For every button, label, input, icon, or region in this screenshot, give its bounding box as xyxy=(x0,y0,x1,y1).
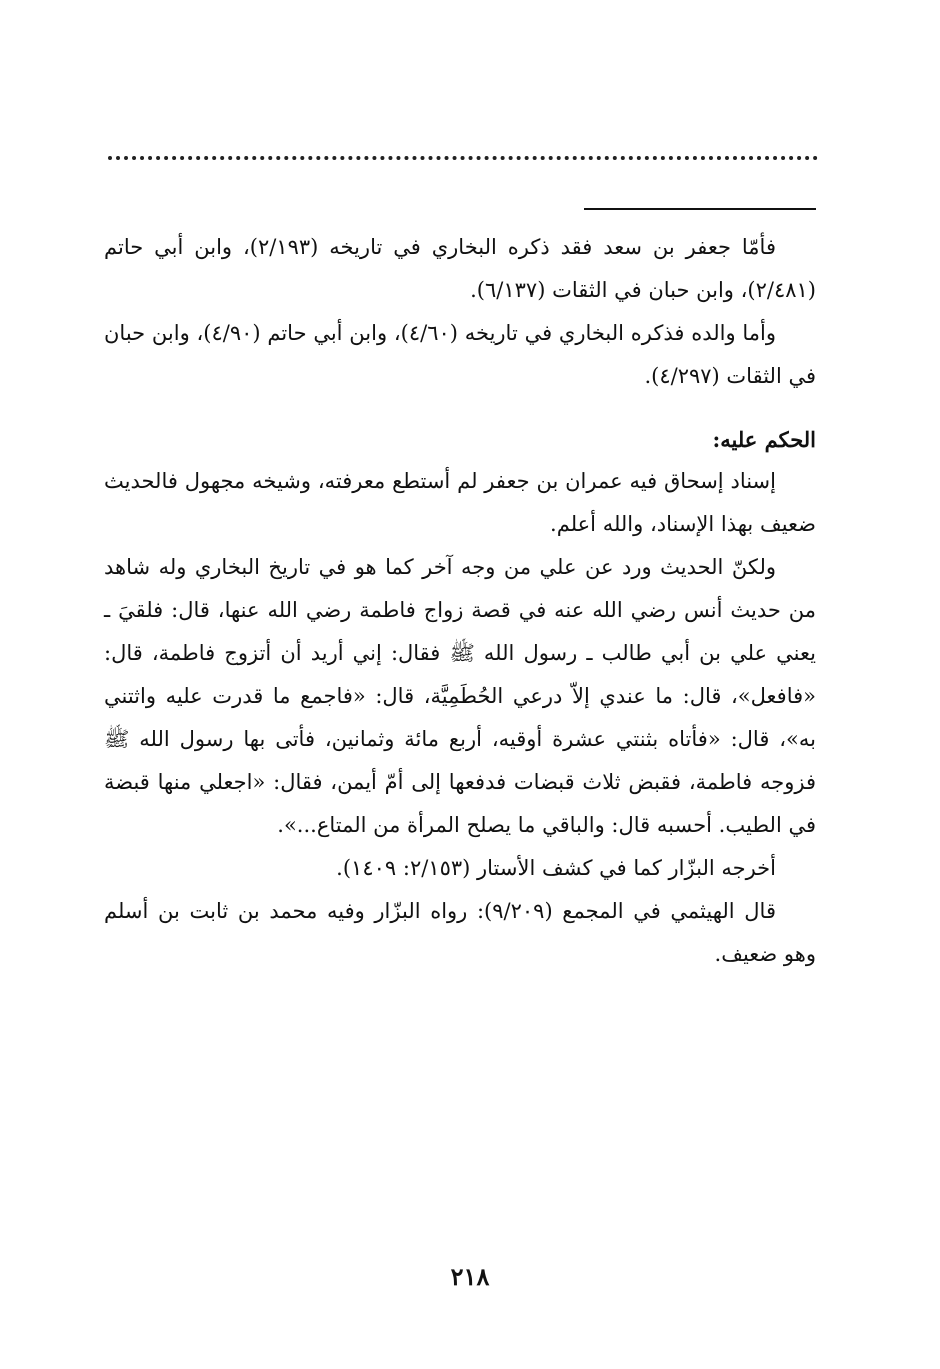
ruling-section xyxy=(104,460,816,976)
page-number: ٢١٨ xyxy=(450,1262,490,1291)
ruling-heading: الحكم عليه: xyxy=(712,427,816,452)
ruling-paragraph-1: إسناد إسحاق فيه عمران بن جعفر لم أستطع معرفته، وشيخه مجهول فالحديث ضعيف بهذا الإسناد، والله أعلم. xyxy=(104,469,816,536)
ruling-paragraph-2: ولكنّ الحديث ورد عن علي من وجه آخر كما هو في تاريخ البخاري وله شاهد من حديث أنس رضي الله عنه في قصة زواج فاطمة رضي الله عنها، قال: فلقيَ ـ يعني علي بن أبي طالب ـ رسول الله ﷺ فقال: إني أريد أن أتزوج فاطمة، قال: «فافعل»، قال: ما عندي إلاّ درعي الحُطَمِيَّة، قال: «فاجمع ما قدرت عليه واثتني به»، قال: «فأتاه بثنتي عشرة أوقيه، أربع مائة وثمانين، فأتى بها رسول الله ﷺ فزوجه فاطمة، فقبض ثلاث قبضات فدفعها إلى أمّ أيمن، فقال: «اجعلي منها قبضة في الطيب. أحسبه قال: والباقي ما يصلح المرأة من المتاع...». xyxy=(104,555,816,837)
dotted-separator xyxy=(108,156,818,160)
ruling-paragraph-3: أخرجه البزّار كما في كشف الأستار (٢/١٥٣: ١٤٠٩). xyxy=(336,856,776,880)
footnotes-section xyxy=(104,226,816,398)
footnote-paragraph-2: وأما والده فذكره البخاري في تاريخه (٤/٦٠)، وابن أبي حاتم (٤/٩٠)، وابن حبان في الثقات (٤/٢٩٧). xyxy=(104,321,816,388)
ruling-paragraph-4: قال الهيثمي في المجمع (٩/٢٠٩): رواه البزّار وفيه محمد بن ثابت بن أسلم وهو ضعيف. xyxy=(104,899,816,966)
footnote-rule xyxy=(584,208,816,210)
footnote-paragraph-1: فأمّا جعفر بن سعد فقد ذكره البخاري في تاريخه (٢/١٩٣)، وابن أبي حاتم (٢/٤٨١)، وابن حبان في الثقات (٦/١٣٧). xyxy=(104,235,816,302)
